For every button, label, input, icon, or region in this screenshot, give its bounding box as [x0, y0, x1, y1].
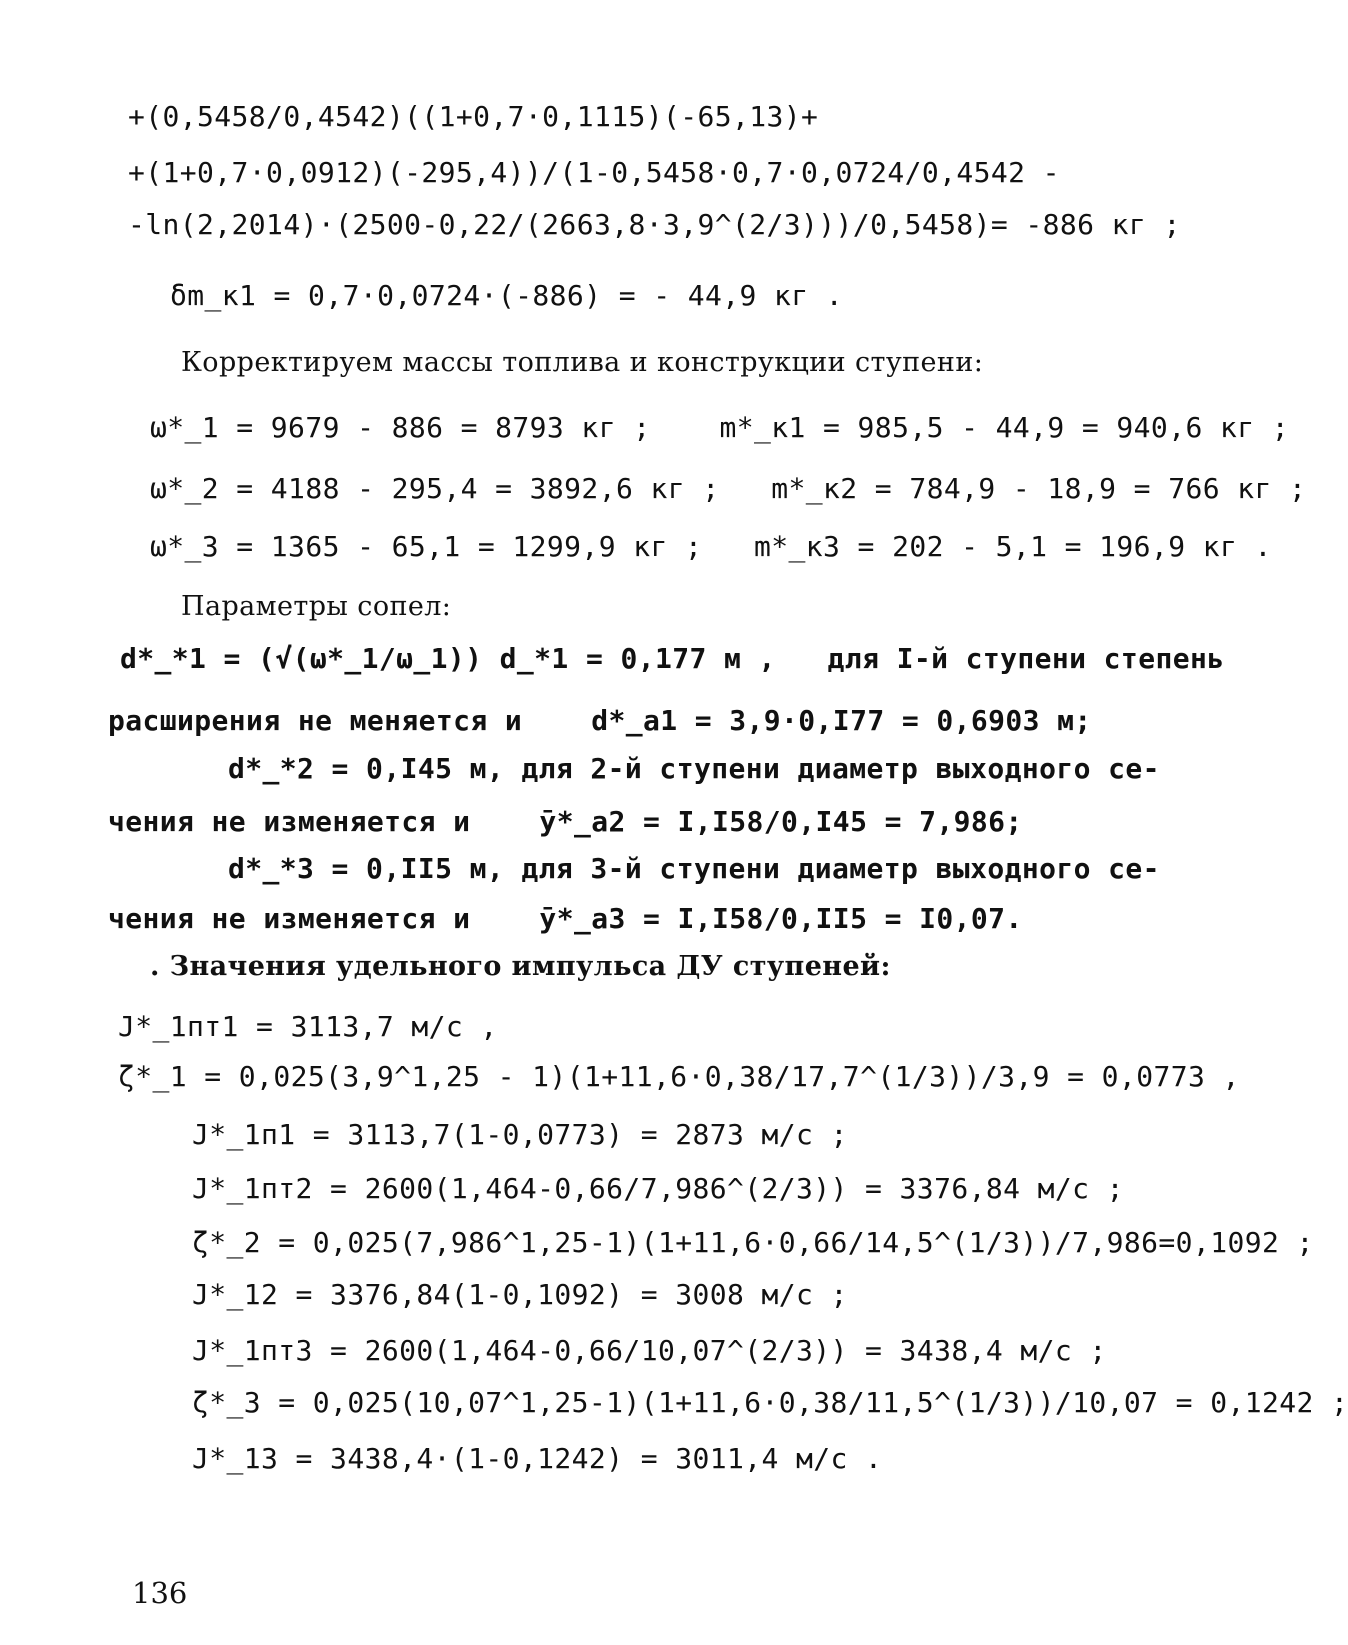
equation-J1p1: J*_1п1 = 3113,7(1-0,0773) = 2873 м/с ;: [192, 1118, 848, 1151]
equation-d1: d*_*1 = (√(ω*_1/ω_1)) d_*1 = 0,177 м , для I-й ступени степень: [120, 642, 1225, 675]
equation-J12: J*_12 = 3376,84(1-0,1092) = 3008 м/с ;: [192, 1278, 848, 1311]
equation-omega2: ω*_2 = 4188 - 295,4 = 3892,6 кг ; m*_к2 = 784,9 - 18,9 = 766 кг ;: [150, 472, 1307, 505]
paragraph-specific-impulse: . Значения удельного импульса ДУ ступеней:: [150, 951, 891, 982]
text-exit-section-3: чения не изменяется и ȳ*_a3 = I,I58/0,II5 = I0,07.: [108, 902, 1023, 935]
equation-d2: d*_*2 = 0,I45 м, для 2-й ступени диаметр выходного се-: [228, 752, 1160, 785]
paragraph-nozzle-params: Параметры сопел:: [181, 591, 452, 622]
text-expansion-1: расширения не меняется и d*_a1 = 3,9·0,I77 = 0,6903 м;: [108, 704, 1092, 737]
equation-line-1: +(0,5458/0,4542)((1+0,7·0,1115)(-65,13)+: [128, 100, 819, 133]
equation-J13: J*_13 = 3438,4·(1-0,1242) = 3011,4 м/с .: [192, 1442, 883, 1475]
equation-line-2: +(1+0,7·0,0912)(-295,4))/(1-0,5458·0,7·0,0724/0,4542 -: [128, 156, 1060, 189]
equation-d3: d*_*3 = 0,II5 м, для 3-й ступени диаметр выходного се-: [228, 852, 1160, 885]
page-number: 136: [132, 1576, 188, 1610]
equation-zeta3: ζ*_3 = 0,025(10,07^1,25-1)(1+11,6·0,38/11,5^(1/3))/10,07 = 0,1242 ;: [192, 1386, 1348, 1419]
equation-zeta2: ζ*_2 = 0,025(7,986^1,25-1)(1+11,6·0,66/14,5^(1/3))/7,986=0,1092 ;: [192, 1226, 1314, 1259]
equation-zeta1: ζ*_1 = 0,025(3,9^1,25 - 1)(1+11,6·0,38/17,7^(1/3))/3,9 = 0,0773 ,: [118, 1060, 1240, 1093]
equation-J1pt1: J*_1пт1 = 3113,7 м/с ,: [118, 1010, 498, 1043]
text-exit-section-2: чения не изменяется и ȳ*_a2 = I,I58/0,I45 = 7,986;: [108, 805, 1023, 838]
equation-J1pt2: J*_1пт2 = 2600(1,464-0,66/7,986^(2/3)) = 3376,84 м/с ;: [192, 1172, 1124, 1205]
equation-J1pt3: J*_1пт3 = 2600(1,464-0,66/10,07^(2/3)) = 3438,4 м/с ;: [192, 1334, 1107, 1367]
equation-line-3: -ln(2,2014)·(2500-0,22/(2663,8·3,9^(2/3)))/0,5458)= -886 кг ;: [128, 208, 1181, 241]
equation-omega1: ω*_1 = 9679 - 886 = 8793 кг ; m*_к1 = 985,5 - 44,9 = 940,6 кг ;: [150, 411, 1289, 444]
equation-omega3: ω*_3 = 1365 - 65,1 = 1299,9 кг ; m*_к3 = 202 - 5,1 = 196,9 кг .: [150, 530, 1272, 563]
equation-delta-mk1: δm_к1 = 0,7·0,0724·(-886) = - 44,9 кг .: [170, 279, 844, 312]
paragraph-correct-masses: Корректируем массы топлива и конструкции ступени:: [181, 347, 984, 378]
